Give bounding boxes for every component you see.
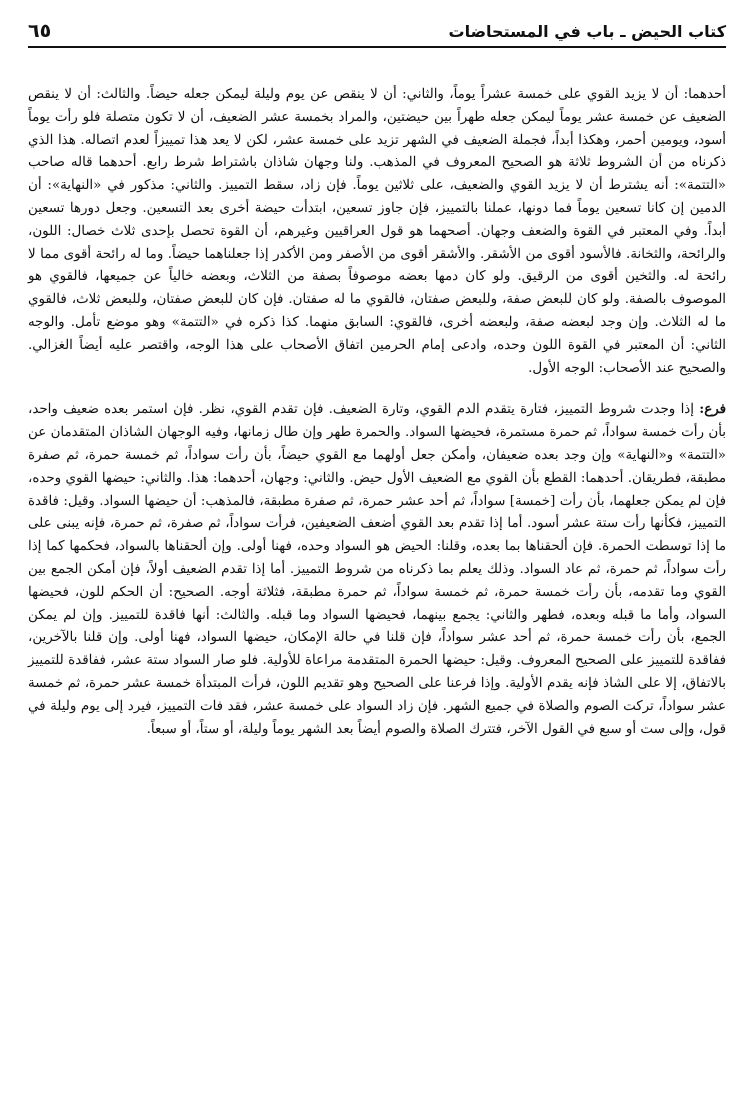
book-page (28, 14, 726, 1084)
chapter-title: كتاب الحيض ـ باب في المستحاضات (448, 22, 726, 41)
branch-heading: فرع: (699, 401, 726, 418)
paragraph-branch (28, 398, 726, 741)
running-header (28, 14, 726, 48)
page-number: ٦٥ (28, 20, 52, 42)
paragraph-text: أحدهما: أن لا يزيد القوي على خمسة عشراً يوماً، والثاني: أن لا ينقص عن يوم وليلة ليمكن جعله حيضاً. والثالث: أن لا ينقص الضعيف عن خمسة عشر يوماً ليمكن جعله طهراً بين حيضتين، والمراد بخمسة عشر الضعيف، أن لا تكون متصلة فلو رأت يوماً أسود، ويومين أحمر، وهكذا أبداً، فجملة الضعيف في الشهر تزيد على خمسة عشر، لكن لا يعد هذا تمييزاً لعدم اتصاله. هذا الذي ذكرناه من أن الشروط ثلاثة هو الصحيح المعروف في المذهب. ولنا وجهان شاذان باشتراط شرط رابع. أحدهما قاله صاحب «التتمة»: أنه يشترط أن لا يزيد القوي والضعيف، على ثلاثين يوماً. فإن زاد، سقط التمييز. والثاني: مذكور في «النهاية»: أن الدمين إن كانا تسعين يوماً فما دونها، عملنا بالتمييز، فإن جاوز تسعين، ابتدأت حيضة أخرى بعد التسعين. وجعل دورها تسعين أبداً. وفي المعتبر في القوة والضعف وجهان. أصحهما هو قول العراقيين وغيرهم، أن القوة تحصل بإحدى ثلاث خصال: اللون، والرائحة، والثخانة. فالأسود أقوى من الأشقر. والأشقر أقوى من الأصفر ومن الأكدر إذا جعلناهما حيضاً. وما له رائحة أقوى مما لا رائحة له. والثخين أقوى من الرقيق. ولو كان دمها بعضه موصوفاً بصفة من الثلاث، وبعضه خالياً عن جميعها، فالقوي هو الموصوف بالصفة. ولو كان للبعض صفة، وللبعض صفتان، فالقوي ما له صفتان. فإن كان للبعض صفتان، وللبعض ثلاث، فالقوي ما له الثلاث. وإن وجد لبعضه صفة، ولبعضه أخرى، فالقوي: السابق منهما. كذا ذكره في «التتمة» وهو موضع تأمل. والوجه الثاني: أن المعتبر في القوة اللون وحده، وادعى إمام الحرمين اتفاق الأصحاب على هذا الوجه، واقتصر عليه أيضاً الغزالي. والصحيح عند الأصحاب: الوجه الأول. (28, 87, 727, 376)
paragraph-conditions (28, 84, 726, 380)
paragraph-text: إذا وجدت شروط التمييز، فتارة يتقدم الدم القوي، وتارة الضعيف. فإن تقدم القوي، نظر. فإن استمر بعده ضعيف واحد، بأن رأت خمسة سواداً، ثم حمرة مستمرة، فحيضها السواد. والحمرة طهر وإن طال زمانها، وفيه الوجهان الشاذان المتقدمان عن «التتمة» و«النهاية» وإن وجد بعده ضعيفان، وأمكن جعل أولهما مع القوي حيضاً، بأن رأت سواداً، ثم خمسة حمرة، ثم صفرة مطبقة، فطريقان. أحدهما: القطع بأن القوي مع الضعيف الأول حيض. والثاني: وجهان، أحدهما: هذا. والثاني: حيضها القوي وحده، فإن لم يمكن جعلهما، بأن رأت [خمسة] سواداً، ثم أحد عشر حمرة، ثم صفرة مطبقة، فالمذهب: أن حيضها السواد. وقيل: فاقدة التمييز، فكأنها رأت ستة عشر أسود. أما إذا تقدم بعد القوي أضعف الضعيفين، فرأت سواداً، ثم صفرة، ثم حمرة، فإنه يبنى على ما إذا توسطت الحمرة. فإن ألحقناها بما بعده، وقلنا: الحيض هو السواد وحده، فهنا أولى. وإن ألحقناها بالسواد، فحكمها كما إذا رأت سواداً، ثم حمرة، ثم عاد السواد. وذلك يعلم بما ذكرناه من شروط التمييز. أما إذا تقدم الضعيف أولاً، فإن أمكن الجمع بين القوي وما تقدمه، بأن رأت خمسة حمرة، ثم خمسة سواداً، ثم حمرة مطبقة، فثلاثة أوجه. الصحيح: أن الحكم للون، فحيضها السواد، وأما ما قبله وبعده، فطهر والثاني: يجمع بينهما، فحيضها السواد وما قبله. والثالث: أنها فاقدة للتمييز. وإن لم يمكن الجمع، بأن رأت خمسة حمرة، ثم أحد عشر سواداً، فإن قلنا في حالة الإمكان، حيضها السواد، فهنا أولى. وإن قلنا بالآخرين، ففاقدة للتمييز على الصحيح المعروف. وقيل: حيضها الحمرة المتقدمة مراعاة للأولية. فلو صار السواد ستة عشر، ففاقدة للتمييز بالاتفاق، إلا على الشاذ فإنه يقدم الأولية. وإذا فرعنا على الصحيح وهو تقديم اللون، فرأت المبتدأة خمسة عشر حمرة، ثم خمسة عشر سواداً، تركت الصوم والصلاة في جميع الشهر. فإن زاد السواد على خمسة عشر، فقد فات التمييز، فيرد إلى يوم وليلة في قول، وإلى ست أو سبع في القول الآخر، فتترك الصلاة والصوم أيضاً بعد الشهر يوماً وليلة، أو ستاً، أو سبعاً. (28, 402, 726, 737)
